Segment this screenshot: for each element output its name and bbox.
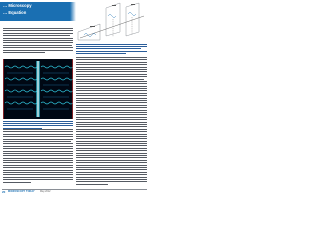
left-column-text-top xyxy=(3,28,73,54)
figure-1-schematic xyxy=(76,2,147,42)
article-title-line1: … Microscopy xyxy=(3,3,32,8)
right-column-text xyxy=(76,57,147,186)
journal-page xyxy=(0,0,149,198)
journal-name: MICROSCOPY TODAY xyxy=(8,190,35,194)
issue-date: May 2012 xyxy=(40,190,51,194)
left-column-text-bottom xyxy=(3,129,73,184)
figure-2-wave-image xyxy=(3,59,73,119)
article-title-line2: … Equation xyxy=(3,10,27,15)
page-number: 20 xyxy=(2,190,6,194)
figure-1-caption xyxy=(76,44,147,55)
